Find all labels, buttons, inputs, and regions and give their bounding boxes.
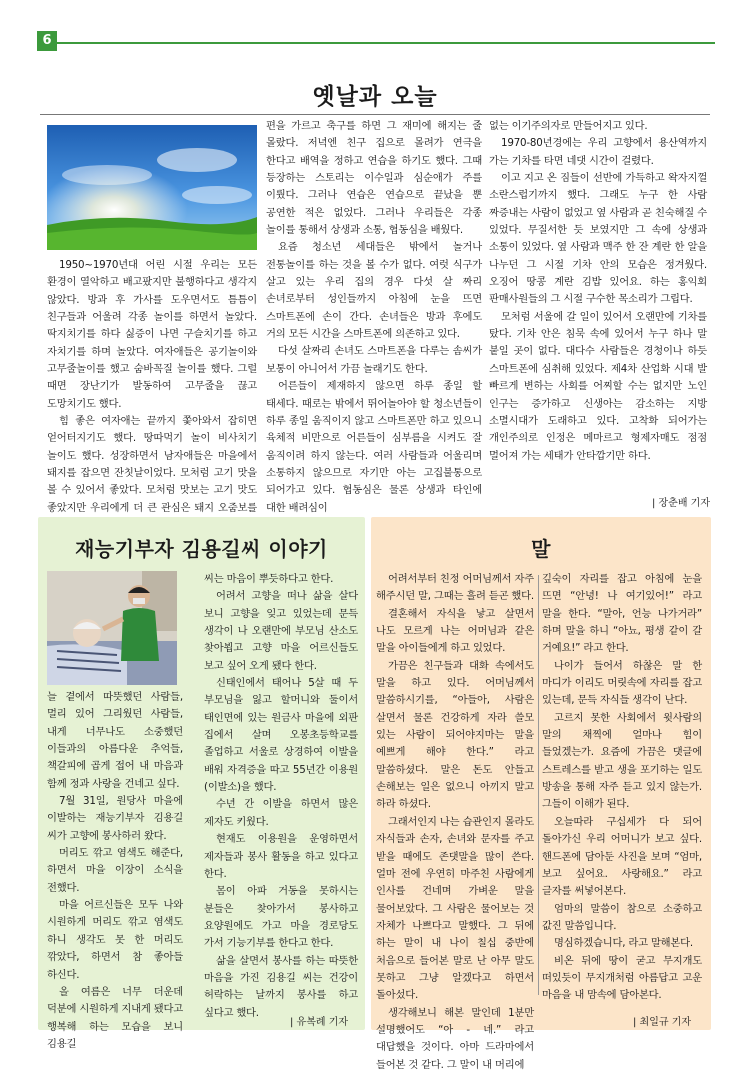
barber-photo bbox=[47, 571, 177, 685]
paragraph: 고르지 못한 사회에서 윗사람의 말의 채찍에 얼마나 힘이 들었겠는가. 요즘에 가끔은 댓글에 스트레스를 받고 생을 포기하는 일도 방송을 통해 자주 듣고 있지 않는가. 그들이 이해가 된다. bbox=[542, 711, 702, 811]
sky-landscape-image bbox=[47, 125, 257, 250]
paragraph: 삶을 살면서 봉사를 하는 따뜻한 마음을 가진 김용길 씨는 건강이 허락하는 날까지 봉사를 하고 싶다고 했다. bbox=[204, 954, 358, 1019]
sky-photo bbox=[47, 125, 257, 250]
paragraph: 씨는 마음이 뿌듯하다고 한다. bbox=[204, 573, 334, 585]
paragraph: 생각해보니 해본 말인데 1분만 설명했어도 “아 - 네.” 라고 대답했을 것이다. 아마 드라마에서 들어본 것 같다. 그 말이 내 머리에 bbox=[376, 1006, 534, 1071]
article3-column-2 bbox=[542, 571, 702, 1005]
article2-column-1 bbox=[47, 689, 183, 1053]
paragraph: 명심하겠습니다, 라고 말해본다. bbox=[554, 937, 693, 950]
paragraph: 나이가 들어서 하찮은 말 한 마디가 이리도 머릿속에 자리를 잡고 있는데, 문득 자식들 생각이 난다. bbox=[542, 659, 702, 707]
paragraph: 7월 31일, 원당사 마을에 이발하는 재능기부자 김용길 씨가 고향에 봉사하러 왔다. bbox=[47, 795, 183, 842]
paragraph: 마을 어르신들은 모두 나와 시원하게 머리도 깎고 염색도 하니 생각도 못 한 머리도 깎았다, 하면서 참 좋아들 하신다. bbox=[47, 899, 183, 981]
paragraph: 다섯 살짜리 손녀도 스마트폰을 다루는 솜씨가 보통이 아니어서 가끔 놀래기도 한다. bbox=[266, 345, 482, 375]
paragraph: 머리도 깎고 염색도 해준다, 하면서 마을 이장이 소식을 전했다. bbox=[47, 847, 183, 894]
header-rule bbox=[57, 42, 715, 44]
paragraph: 엄마의 말씀이 참으로 소중하고 값진 말씀입니다. bbox=[542, 902, 702, 932]
article2-byline: | 유복례 기자 bbox=[290, 1017, 349, 1028]
article-title-talent-donor: 재능기부자 김용길씨 이야기 bbox=[75, 537, 328, 561]
column-divider bbox=[538, 575, 539, 995]
paragraph: 이고 지고 온 짐들이 선반에 가득하고 왁자지껄 소란스럽기까지 했다. 그래도 누구 한 사람 짜증내는 사람이 없었고 옆 사람과 곧 친숙해질 수 있었다. 무질서한 듯 보였지만 그 속에 상생과 소통이 있었다. 옆 사람과 맥주 한 잔 계란 한 알을 나누던 그 시절 기차 안의 모습은 정겨웠다. 오징어 땅콩 계란 김밥 있어요. 하는 홍익회 판매사원들의 그 시절 구수한 목소리가 그립다. bbox=[489, 172, 707, 306]
title-underline bbox=[40, 114, 710, 115]
article1-column-1 bbox=[47, 257, 257, 535]
paragraph: 현재도 이용원을 운영하면서 제자들과 봉사 활동을 하고 있다고 한다. bbox=[204, 833, 358, 880]
barber-cutting-hair-image bbox=[47, 571, 177, 685]
paragraph: 없는 이기주의자로 만들어지고 있다. bbox=[489, 120, 648, 132]
paragraph: 힘 좋은 여자애는 끝까지 쫓아와서 잡히면 얻어터지기도 했다. 땅따먹기 놀이 비사치기 놀이도 했다. 성장하면서 남자애들은 마을에서 돼지를 잡으면 잔칫날이었다. 모처럼 고기 맛을 볼 수 있어서 좋았다. 모처럼 맛보는 고기 맛도 좋았지만 우리에게 더 큰 관심은 돼지 오줌보를 bbox=[47, 415, 257, 514]
article1-byline: | 장춘배 기자 bbox=[651, 498, 710, 509]
article-title-old-and-today: 옛날과 오늘 bbox=[312, 84, 438, 110]
paragraph: 신태인에서 태어나 5살 때 두 부모님을 잃고 할머니와 둘이서 태인면에 있는 원금사 마을에 외판 집에서 살며 오봉초등학교를 졸업하고 서울로 상경하여 이발을 배워 자격증을 따고 55년간 이용원(이발소)을 했다. bbox=[204, 677, 358, 794]
paragraph: 결혼해서 자식을 낳고 살면서 나도 모르게 나는 어머님과 같은 말을 아이들에게 하고 있었다. bbox=[376, 607, 534, 655]
paragraph: 1970-80년경에는 우리 고향에서 용산역까지 가는 기차를 타면 네댓 시간이 걸렸다. bbox=[489, 137, 707, 167]
paragraph: 모처럼 서울에 갈 일이 있어서 오랜만에 기차를 탔다. 기차 안은 침묵 속에 있어서 누구 하나 말 붙일 곳이 없다. 대다수 사람들은 경청이나 하듯 스마트폰에 심취해 있었다. 제4차 산업화 시대 발 빠르게 변하는 사회를 어찌할 수는 없지만 노인 인구는 증가하고 신생아는 감소하는 지방 소멸시대가 도래하고 있다. 고착화 되어가는 개인주의로 인정은 메마르고 형제자매도 점점 멀어져 가는 세태가 안타깝기만 하다. bbox=[489, 310, 707, 462]
article3-column-1 bbox=[376, 571, 534, 1074]
paragraph: 어려서 고향을 떠나 삶을 살다 보니 고향을 잊고 있었는데 문득 생각이 나 오랜만에 부모님 산소도 찾아뵙고 고향 마을 어르신들도 보고 싶어 오게 됐다 한다. bbox=[204, 590, 358, 672]
paragraph: 그래서인지 나는 습관인지 몰라도 자식들과 손자, 손녀와 문자를 주고 받을 때에도 존댓말을 많이 쓴다. 얼마 전에 우연히 마주친 사람에게 인사를 건네며 가벼운 말을 물어보았다. 그 사람은 물어보는 것 자체가 나쁘다고 말했다. 그 뒤에 하는 말이 내 나이 칠십 중반에 처음으로 들어본 말로 난 아무 말도 못하고 그냥 알겠다고 하면서 돌아섰다. bbox=[376, 815, 534, 1002]
paragraph: 오늘따라 구십세가 다 되어 돌아가신 우리 어머니가 보고 싶다. 핸드폰에 담아둔 사진을 보며 “엄마, 보고 싶어요. 사랑해요.” 라고 글자를 써넣어본다. bbox=[542, 815, 702, 898]
article1-column-2 bbox=[266, 118, 482, 517]
paragraph: 편을 가르고 축구를 하면 그 재미에 해지는 줄 몰랐다. 저녁엔 친구 집으로 몰려가 연극을 한다고 배역을 정하고 연습을 하기도 했다. 그때 등장하는 스토리는 이수일과 심순애가 주를 이뤘다. 그러나 연습은 연습으로 끝났을 뿐 공연한 적은 없었다. 그러나 우리들은 각종 놀이를 통해서 상생과 소통, 협동심을 배웠다. bbox=[266, 120, 482, 237]
paragraph: 수년 간 이발을 하면서 많은 제자도 키웠다. bbox=[204, 798, 358, 828]
article1-column-3 bbox=[489, 118, 707, 465]
paragraph: 어른들이 제재하지 않으면 하루 종일 할 태세다. 때로는 밖에서 뛰어놀아야 할 청소년들이 하루 종일 움직이지 않고 스마트폰만 하고 있으니 육체적 비만으로 어른들이 심부름을 시켜도 잘 움직이려 하지 않는다. 여러 사람들과 어울리며 소통하지 않으므로 자기만 아는 고집불통으로 되어가고 있다. 협동심은 물론 상생과 타인에 대한 배려심이 bbox=[266, 380, 482, 514]
paragraph: 비온 뒤에 땅이 굳고 무지개도 떠있듯이 무지개처럼 아름답고 고운 마음을 내 맘속에 담아본다. bbox=[542, 954, 702, 1002]
article3-byline: | 최일규 기자 bbox=[633, 1017, 692, 1028]
paragraph: 가끔은 친구들과 대화 속에서도 말을 하고 있다. 어머님께서 말씀하시기를, “아들아, 사람은 살면서 물론 건강하게 자라 쓸모 있는 사람이 되어야지마는 말을 예쁘게 해야 한다.” 라고 말씀하셨다. 말은 돈도 안들고 손해보는 일은 없으니 아끼지 말고 하라 하셨다. bbox=[376, 659, 534, 811]
page-number: 6 bbox=[37, 31, 57, 51]
paragraph: 1950~1970년대 어린 시절 우리는 모든 환경이 열악하고 배고팠지만 불행하다고 생각지 않았다. 방과 후 가사를 도우면서도 틈틈이 친구들과 어울려 각종 놀이를 하면서 놀았다. 딱지치기를 하다 싫증이 나면 구슬치기를 하고 자치기를 하며 놀았다. 여자애들은 공기놀이와 고무줄놀이를 했고 숨바꼭질 놀이를 했다. 그럴 때면 장난기가 발동하여 고무줄을 끊고 도망치기도 했다. bbox=[47, 259, 257, 410]
paragraph: 올 여름은 너무 더운데 덕분에 시원하게 지내게 됐다고 행복해 하는 모습을 보니 김용길 bbox=[47, 985, 183, 1050]
paragraph: 깊숙이 자리를 잡고 아침에 눈을 뜨면 “안녕! 나 여기있어!” 라고 말을 한다. “말아, 언능 나가거라” 하며 말을 하니 “아뇨, 평생 같이 갈 거예요!” 라고 한다. bbox=[542, 573, 702, 655]
article2-column-2 bbox=[204, 571, 358, 1022]
paragraph: 몸이 아파 거동을 못하시는 분들은 찾아가서 봉사하고 요양원에도 가고 마을 경로당도 가서 기능기부를 한다고 한다. bbox=[204, 885, 358, 950]
paragraph: 요즘 청소년 세대들은 밖에서 놀거나 전통놀이를 하는 것을 볼 수가 없다. 여럿 식구가 살고 있는 우리 집의 경우 다섯 살 짜리 손녀로부터 성인들까지 아침에 눈을 뜨면 스마트폰에 손이 간다. 손녀들은 방과 후에도 거의 모든 시간을 스마트폰에 의존하고 있다. bbox=[266, 241, 482, 341]
article-title-words: 말 bbox=[531, 537, 551, 561]
paragraph: 어려서부터 친정 어머님께서 자주 해주시던 말, 그때는 흘려 듣곤 했다. bbox=[376, 573, 534, 603]
paragraph: 늘 곁에서 따뜻했던 사람들, 멀리 있어 그리웠던 사람들, 내게 너무나도 소중했던 이들과의 아름다운 추억들, 책갈피에 곱게 접어 내 마음과 함께 정과 사랑을 건네고 싶다. bbox=[47, 691, 183, 790]
